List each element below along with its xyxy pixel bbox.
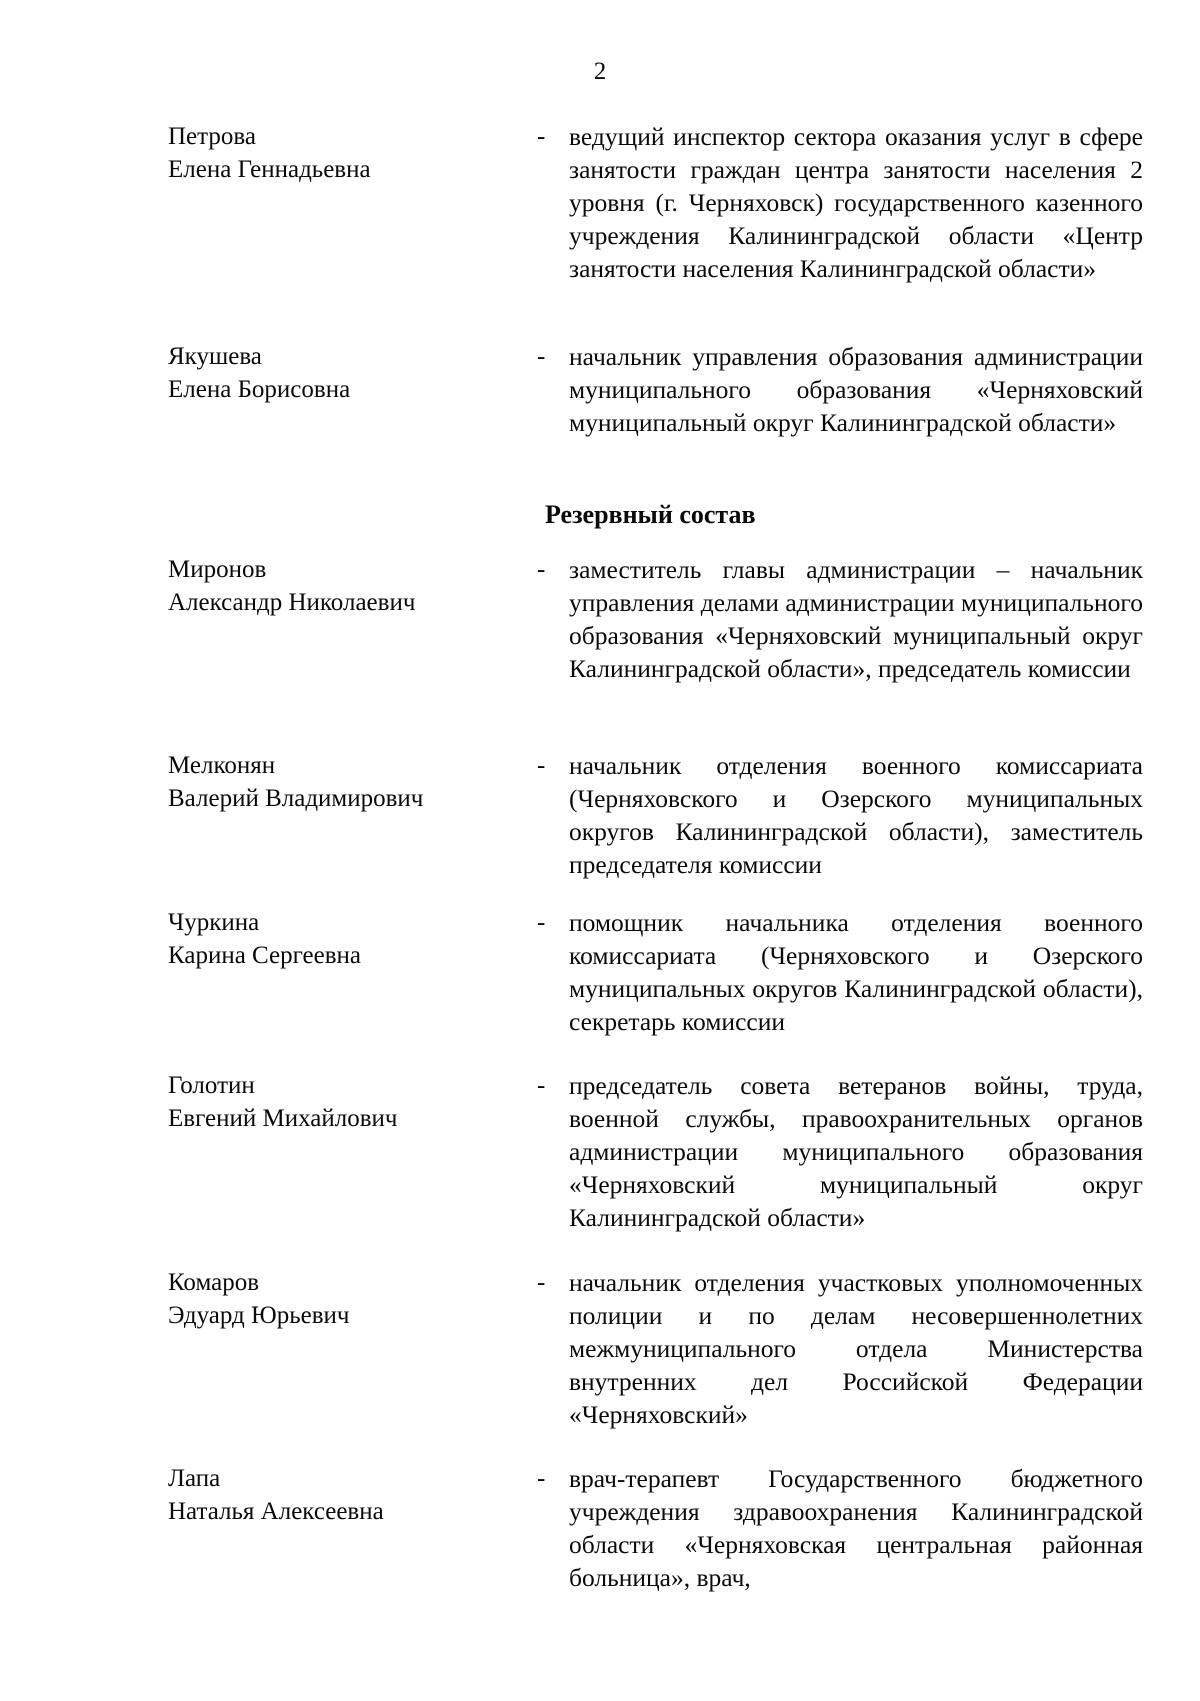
member-surname: Чуркина: [168, 909, 260, 936]
member-name: [168, 749, 498, 815]
member-position: ведущий инспектор сектора оказания услуг в сфере занятости граждан центра занятости населения 2 уровня (г. Черняховск) государственного казенного учреждения Калининградской области «Центр занятости населения Калининградской области»: [569, 122, 1143, 283]
member-name: [168, 906, 498, 972]
member-given-name: Карина Сергеевна: [168, 942, 362, 969]
member-surname: Петрова: [168, 123, 256, 150]
member-given-name: Наталья Алексеевна: [168, 1498, 384, 1525]
member-position: заместитель главы администрации – начальник управления делами администрации муниципального образования «Черняховский муниципальный округ Калининградской области», председатель комиссии: [569, 555, 1143, 683]
member-name: [168, 1069, 498, 1135]
member-surname: Якушева: [168, 343, 262, 370]
member-given-name: Евгений Михайлович: [168, 1105, 398, 1132]
dash-separator: -: [537, 1269, 546, 1296]
member-surname: Комаров: [168, 1269, 260, 1296]
member-position: начальник отделения участковых уполномоченных полиции и по делам несовершеннолетних межмуниципального отдела Министерства внутренних дел Российской Федерации «Черняховский»: [569, 1268, 1143, 1429]
member-given-name: Эдуард Юрьевич: [168, 1302, 350, 1329]
dash-separator: -: [537, 123, 546, 150]
member-given-name: Александр Николаевич: [168, 589, 416, 616]
member-given-name: Валерий Владимирович: [168, 785, 424, 812]
member-position: председатель совета ветеранов войны, труда, военной службы, правоохранительных органов администрации муниципального образования «Черняховский муниципальный округ Калининградской области»: [569, 1071, 1143, 1232]
dash-separator: -: [537, 909, 546, 936]
member-name: [168, 1462, 498, 1528]
member-given-name: Елена Борисовна: [168, 376, 351, 403]
member-position: помощник начальника отделения военного комиссариата (Черняховского и Озерского муниципальных округов Калининградской области), секретарь комиссии: [569, 908, 1143, 1036]
member-name: [168, 340, 498, 406]
member-surname: Голотин: [168, 1072, 255, 1099]
member-surname: Лапа: [168, 1465, 221, 1492]
reserve-section-heading: Резервный состав: [545, 500, 756, 529]
member-position: начальник отделения военного комиссариата (Черняховского и Озерского муниципальных округов Калининградской области), заместитель председателя комиссии: [569, 751, 1143, 879]
member-name: [168, 1266, 498, 1332]
dash-separator: -: [537, 556, 546, 583]
dash-separator: -: [537, 343, 546, 370]
dash-separator: -: [537, 1465, 546, 1492]
dash-separator: -: [537, 752, 546, 779]
member-position: начальник управления образования администрации муниципального образования «Черняховский муниципальный округ Калининградской области»: [569, 342, 1143, 437]
page-number: 2: [593, 58, 607, 85]
member-name: [168, 120, 498, 186]
member-position: врач-терапевт Государственного бюджетного учреждения здравоохранения Калининградской области «Черняховская центральная районная больница», врач,: [569, 1464, 1143, 1592]
member-surname: Миронов: [168, 556, 267, 583]
member-name: [168, 553, 498, 619]
member-given-name: Елена Геннадьевна: [168, 156, 371, 183]
member-surname: Мелконян: [168, 752, 276, 779]
dash-separator: -: [537, 1072, 546, 1099]
